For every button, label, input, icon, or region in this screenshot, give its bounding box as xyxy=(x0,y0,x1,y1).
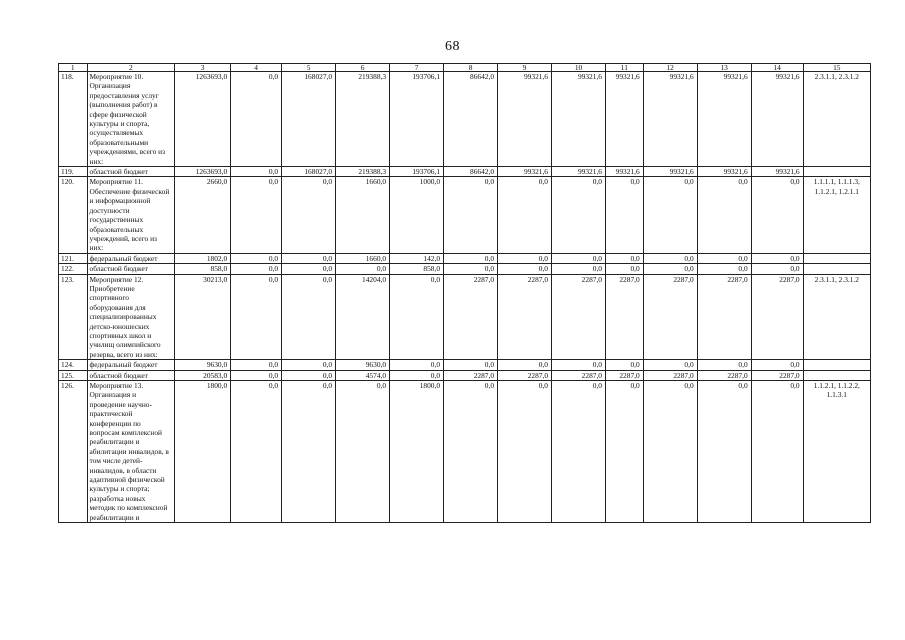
column-number-cell: 8 xyxy=(444,64,498,72)
amount-cell: 1660,0 xyxy=(336,253,390,263)
amount-cell: 0,0 xyxy=(390,360,444,370)
amount-cell: 0,0 xyxy=(697,177,751,253)
amount-cell: 0,0 xyxy=(643,381,697,523)
amount-cell: 0,0 xyxy=(498,264,552,274)
table-row xyxy=(59,177,871,253)
amount-cell: 0,0 xyxy=(231,177,282,253)
amount-cell: 0,0 xyxy=(643,253,697,263)
item-name-cell: федеральный бюджет xyxy=(87,253,175,263)
row-index-cell: 121. xyxy=(59,253,88,263)
amount-cell: 168027,0 xyxy=(282,72,336,167)
indicator-code-cell xyxy=(803,360,870,370)
amount-cell: 0,0 xyxy=(606,177,644,253)
amount-cell: 1000,0 xyxy=(390,177,444,253)
row-index-cell: 122. xyxy=(59,264,88,274)
table-row xyxy=(59,264,871,274)
amount-cell: 9630,0 xyxy=(175,360,231,370)
table-body xyxy=(59,72,871,523)
column-number-cell: 3 xyxy=(175,64,231,72)
amount-cell: 99321,6 xyxy=(751,72,803,167)
amount-cell: 2287,0 xyxy=(606,274,644,360)
amount-cell: 0,0 xyxy=(552,360,606,370)
amount-cell: 99321,6 xyxy=(751,167,803,177)
column-number-cell: 7 xyxy=(390,64,444,72)
amount-cell: 2287,0 xyxy=(697,274,751,360)
table-row xyxy=(59,274,871,360)
amount-cell: 0,0 xyxy=(606,264,644,274)
table-row xyxy=(59,360,871,370)
amount-cell: 0,0 xyxy=(643,177,697,253)
amount-cell: 2287,0 xyxy=(606,370,644,380)
amount-cell: 99321,6 xyxy=(697,167,751,177)
amount-cell: 99321,6 xyxy=(606,167,644,177)
amount-cell: 1263693,0 xyxy=(175,167,231,177)
table-row xyxy=(59,253,871,263)
row-index-cell: 120. xyxy=(59,177,88,253)
amount-cell: 0,0 xyxy=(336,264,390,274)
column-number-cell: 12 xyxy=(643,64,697,72)
amount-cell: 86642,0 xyxy=(444,72,498,167)
amount-cell: 2287,0 xyxy=(751,370,803,380)
amount-cell: 0,0 xyxy=(282,253,336,263)
amount-cell: 858,0 xyxy=(175,264,231,274)
amount-cell: 1800,0 xyxy=(175,381,231,523)
item-name-cell: областной бюджет xyxy=(87,264,175,274)
column-number-row xyxy=(59,64,871,72)
amount-cell: 99321,6 xyxy=(552,72,606,167)
amount-cell: 219388,3 xyxy=(336,167,390,177)
column-number-cell: 1 xyxy=(59,64,88,72)
amount-cell: 193706,1 xyxy=(390,167,444,177)
amount-cell: 0,0 xyxy=(444,264,498,274)
amount-cell: 0,0 xyxy=(606,381,644,523)
amount-cell: 0,0 xyxy=(751,177,803,253)
amount-cell: 99321,6 xyxy=(498,167,552,177)
amount-cell: 14204,0 xyxy=(336,274,390,360)
amount-cell: 2287,0 xyxy=(498,370,552,380)
amount-cell: 0,0 xyxy=(751,381,803,523)
amount-cell: 2660,0 xyxy=(175,177,231,253)
row-index-cell: 119. xyxy=(59,167,88,177)
item-name-cell: областной бюджет xyxy=(87,167,175,177)
amount-cell: 0,0 xyxy=(498,253,552,263)
table-row xyxy=(59,167,871,177)
amount-cell: 0,0 xyxy=(697,264,751,274)
amount-cell: 99321,6 xyxy=(697,72,751,167)
amount-cell: 0,0 xyxy=(282,177,336,253)
amount-cell: 0,0 xyxy=(231,274,282,360)
amount-cell: 20583,0 xyxy=(175,370,231,380)
indicator-code-cell xyxy=(803,264,870,274)
amount-cell: 0,0 xyxy=(552,264,606,274)
amount-cell: 0,0 xyxy=(498,381,552,523)
amount-cell: 2287,0 xyxy=(643,274,697,360)
amount-cell: 0,0 xyxy=(552,177,606,253)
amount-cell: 168027,0 xyxy=(282,167,336,177)
amount-cell: 99321,6 xyxy=(606,72,644,167)
row-index-cell: 125. xyxy=(59,370,88,380)
indicator-code-cell xyxy=(803,167,870,177)
item-name-cell: областной бюджет xyxy=(87,370,175,380)
indicator-code-cell: 1.1.1.1, 1.1.1.3, 1.1.2.1, 1.2.1.1 xyxy=(803,177,870,253)
amount-cell: 0,0 xyxy=(390,370,444,380)
amount-cell: 858,0 xyxy=(390,264,444,274)
amount-cell: 0,0 xyxy=(231,167,282,177)
amount-cell: 9630,0 xyxy=(336,360,390,370)
item-name-cell: федеральный бюджет xyxy=(87,360,175,370)
amount-cell: 2287,0 xyxy=(643,370,697,380)
amount-cell: 0,0 xyxy=(444,360,498,370)
amount-cell: 30213,0 xyxy=(175,274,231,360)
amount-cell: 1800,0 xyxy=(390,381,444,523)
amount-cell: 1263693,0 xyxy=(175,72,231,167)
column-number-cell: 2 xyxy=(87,64,175,72)
table-row xyxy=(59,370,871,380)
amount-cell: 0,0 xyxy=(282,370,336,380)
row-index-cell: 124. xyxy=(59,360,88,370)
column-number-cell: 4 xyxy=(231,64,282,72)
indicator-code-cell xyxy=(803,253,870,263)
amount-cell: 0,0 xyxy=(643,264,697,274)
item-name-cell: Мероприятие 10. Организация предоставления услуг (выполнения работ) в сфере физической культуры и спорта, осуществляемых образовательными учреждениями, всего из них: xyxy=(87,72,175,167)
amount-cell: 0,0 xyxy=(697,381,751,523)
row-index-cell: 123. xyxy=(59,274,88,360)
table-header xyxy=(59,64,871,72)
amount-cell: 0,0 xyxy=(498,177,552,253)
column-number-cell: 5 xyxy=(282,64,336,72)
indicator-code-cell: 2.3.1.1, 2.3.1.2 xyxy=(803,72,870,167)
amount-cell: 2287,0 xyxy=(751,274,803,360)
amount-cell: 0,0 xyxy=(390,274,444,360)
amount-cell: 0,0 xyxy=(231,72,282,167)
amount-cell: 99321,6 xyxy=(552,167,606,177)
table-row xyxy=(59,72,871,167)
amount-cell: 0,0 xyxy=(444,253,498,263)
table-row xyxy=(59,381,871,523)
amount-cell: 2287,0 xyxy=(444,274,498,360)
amount-cell: 0,0 xyxy=(751,264,803,274)
amount-cell: 0,0 xyxy=(336,381,390,523)
item-name-cell: Мероприятие 12. Приобретение спортивного оборудования для специализированных детско-юношеских спортивных школ и училищ олимпийского резерва, всего из них: xyxy=(87,274,175,360)
column-number-cell: 14 xyxy=(751,64,803,72)
row-index-cell: 118. xyxy=(59,72,88,167)
amount-cell: 0,0 xyxy=(552,253,606,263)
amount-cell: 0,0 xyxy=(606,253,644,263)
amount-cell: 0,0 xyxy=(231,360,282,370)
amount-cell: 0,0 xyxy=(282,274,336,360)
item-name-cell: Мероприятие 11. Обеспечение физической и информационной доступности государственных образовательных учреждений, всего из них: xyxy=(87,177,175,253)
amount-cell: 0,0 xyxy=(231,253,282,263)
amount-cell: 0,0 xyxy=(444,381,498,523)
amount-cell: 99321,6 xyxy=(643,72,697,167)
column-number-cell: 6 xyxy=(336,64,390,72)
amount-cell: 0,0 xyxy=(282,381,336,523)
amount-cell: 0,0 xyxy=(282,360,336,370)
column-number-cell: 9 xyxy=(498,64,552,72)
amount-cell: 0,0 xyxy=(231,264,282,274)
amount-cell: 0,0 xyxy=(231,370,282,380)
page-number: 68 xyxy=(445,39,460,54)
indicator-code-cell xyxy=(803,370,870,380)
amount-cell: 0,0 xyxy=(552,381,606,523)
amount-cell: 1660,0 xyxy=(336,177,390,253)
amount-cell: 2287,0 xyxy=(498,274,552,360)
amount-cell: 1802,0 xyxy=(175,253,231,263)
amount-cell: 0,0 xyxy=(498,360,552,370)
amount-cell: 2287,0 xyxy=(697,370,751,380)
amount-cell: 0,0 xyxy=(231,381,282,523)
amount-cell: 2287,0 xyxy=(444,370,498,380)
column-number-cell: 11 xyxy=(606,64,644,72)
amount-cell: 193706,1 xyxy=(390,72,444,167)
column-number-cell: 13 xyxy=(697,64,751,72)
amount-cell: 142,0 xyxy=(390,253,444,263)
amount-cell: 2287,0 xyxy=(552,370,606,380)
amount-cell: 86642,0 xyxy=(444,167,498,177)
amount-cell: 99321,6 xyxy=(498,72,552,167)
amount-cell: 0,0 xyxy=(606,360,644,370)
amount-cell: 0,0 xyxy=(751,253,803,263)
amount-cell: 0,0 xyxy=(697,253,751,263)
column-number-cell: 10 xyxy=(552,64,606,72)
amount-cell: 4574,0 xyxy=(336,370,390,380)
amount-cell: 219388,3 xyxy=(336,72,390,167)
item-name-cell: Мероприятие 13. Организация и проведение научно-практической конференции по вопросам комплексной реабилитации и абилитации инвалидов, в том числе детей-инвалидов, в области адаптивной физической культуры и спорта; разработка новых методик по комплексной реабилитации и xyxy=(87,381,175,523)
amount-cell: 0,0 xyxy=(751,360,803,370)
amount-cell: 99321,6 xyxy=(643,167,697,177)
row-index-cell: 126. xyxy=(59,381,88,523)
amount-cell: 0,0 xyxy=(697,360,751,370)
indicator-code-cell: 1.1.2.1, 1.1.2.2, 1.1.3.1 xyxy=(803,381,870,523)
amount-cell: 0,0 xyxy=(643,360,697,370)
amount-cell: 0,0 xyxy=(282,264,336,274)
column-number-cell: 15 xyxy=(803,64,870,72)
amount-cell: 2287,0 xyxy=(552,274,606,360)
indicator-code-cell: 2.3.1.1, 2.3.1.2 xyxy=(803,274,870,360)
budget-table xyxy=(58,63,871,523)
amount-cell: 0,0 xyxy=(444,177,498,253)
